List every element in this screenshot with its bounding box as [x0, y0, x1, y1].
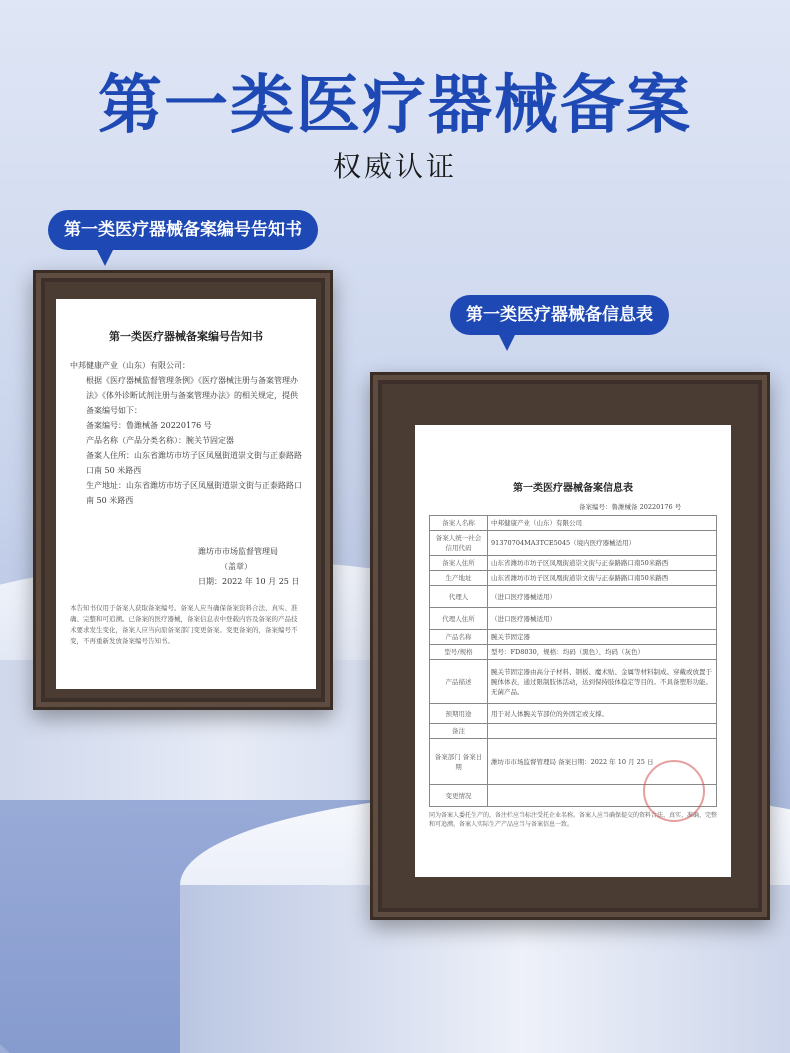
notice-title: 第一类医疗器械备案编号告知书 [109, 330, 263, 343]
row-key: 型号/规格 [430, 645, 488, 660]
notice-issuer: 潍坊市市场监督管理局 [198, 547, 278, 556]
table-row [430, 608, 717, 630]
row-key: 备注 [430, 724, 488, 739]
notice-reg-no: 备案编号：鲁潍械备 20220176 号 [86, 421, 212, 430]
row-value: 中邦健康产业（山东）有限公司 [488, 516, 717, 531]
notice-frame [33, 270, 333, 710]
table-row [430, 724, 717, 739]
row-key: 备案部门 备案日期 [430, 739, 488, 785]
page-title: 第一类医疗器械备案 [98, 69, 692, 143]
row-value: （进口医疗器械适用） [488, 608, 717, 630]
notice-intro: 根据《医疗器械监督管理条例》《医疗器械注册与备案管理办法》《体外诊断试剂注册与备案管理办法》的相关规定，提供备案编号如下： [86, 376, 298, 415]
row-key: 变更情况 [430, 785, 488, 807]
table-row [430, 630, 717, 645]
notice-notes: 本告知书仅用于备案人获取备案编号。备案人应当确保备案资料合法、真实、准确、完整和可追溯。已备案的医疗器械，备案信息表中登载内容及备案的产品技术要求发生变化，备案人应当向原备案部门变更备案。变更备案的，备案编号不变，不再重新发放备案编号告知书。 [70, 604, 298, 645]
row-value [488, 724, 717, 739]
row-key: 生产地址 [430, 571, 488, 586]
row-value: 山东省潍坊市坊子区凤凰街道崇文街与正泰路路口南50米路西 [488, 571, 717, 586]
info-frame [370, 372, 770, 920]
table-row [430, 516, 717, 531]
table-row [430, 531, 717, 556]
table-row [430, 704, 717, 724]
notice-product: 产品名称（产品分类名称）：腕关节固定器 [86, 436, 234, 445]
row-key: 备案人统一社会信用代码 [430, 531, 488, 556]
info-reg-no: 备案编号：鲁潍械备 20220176 号 [579, 503, 682, 511]
page-subtitle: 权威认证 [332, 150, 457, 183]
row-key: 备案人住所 [430, 556, 488, 571]
row-value: 潍坊市市场监督管理局 备案日期：2022 年 10 月 25 日 [488, 739, 717, 785]
row-value: （进口医疗器械适用） [488, 586, 717, 608]
notice-paper [56, 299, 316, 689]
table-row [430, 645, 717, 660]
info-badge: 第一类医疗器械备信息表 [450, 295, 669, 335]
row-value: 山东省潍坊市坊子区凤凰街道崇文街与正泰路路口南50米路西 [488, 556, 717, 571]
table-row [430, 571, 717, 586]
table-row [430, 556, 717, 571]
row-key: 预期用途 [430, 704, 488, 724]
table-row [430, 660, 717, 704]
row-value: 腕关节固定器 [488, 630, 717, 645]
row-value: 型号：FD8030，规格：均码（黑色）、均码（灰色） [488, 645, 717, 660]
notice-address: 备案人住所：山东省潍坊市坊子区凤凰街道崇文街与正泰路路口南 50 米路西 [86, 451, 302, 475]
notice-addressee: 中邦健康产业（山东）有限公司： [70, 361, 190, 370]
row-value: 腕关节固定器由高分子材料、钢板、魔术贴、金属等材料制成。穿戴或放置于腕体体表，通过限制肢体活动，达到保持肢体稳定等目的。不具备塑形功能。无菌产品。 [488, 660, 717, 704]
notice-date: 日期：2022 年 10 月 25 日 [198, 577, 300, 586]
row-key: 代理人住所 [430, 608, 488, 630]
info-paper [415, 425, 731, 877]
notice-badge: 第一类医疗器械备案编号告知书 [48, 210, 318, 250]
info-title: 第一类医疗器械备案信息表 [513, 483, 633, 494]
info-footnote: 同为备案人委托生产的，备注栏应当标注受托企业名称。备案人应当确保提交的资料合法、真实、准确、完整和可追溯。备案人实际生产产品应当与备案信息一致。 [429, 812, 718, 828]
row-value: 91370704MA3TCE5045（境内医疗器械适用） [488, 531, 717, 556]
official-seal [643, 760, 705, 822]
row-key: 代理人 [430, 586, 488, 608]
row-key: 产品名称 [430, 630, 488, 645]
row-key: 备案人名称 [430, 516, 488, 531]
notice-prod-address: 生产地址：山东省潍坊市坊子区凤凰街道崇文街与正泰路路口南 50 米路西 [86, 481, 302, 505]
row-key: 产品描述 [430, 660, 488, 704]
notice-stamp-note: （盖章） [220, 562, 252, 571]
row-value: 用于对人体腕关节部位的外固定或支撑。 [488, 704, 717, 724]
table-row [430, 586, 717, 608]
